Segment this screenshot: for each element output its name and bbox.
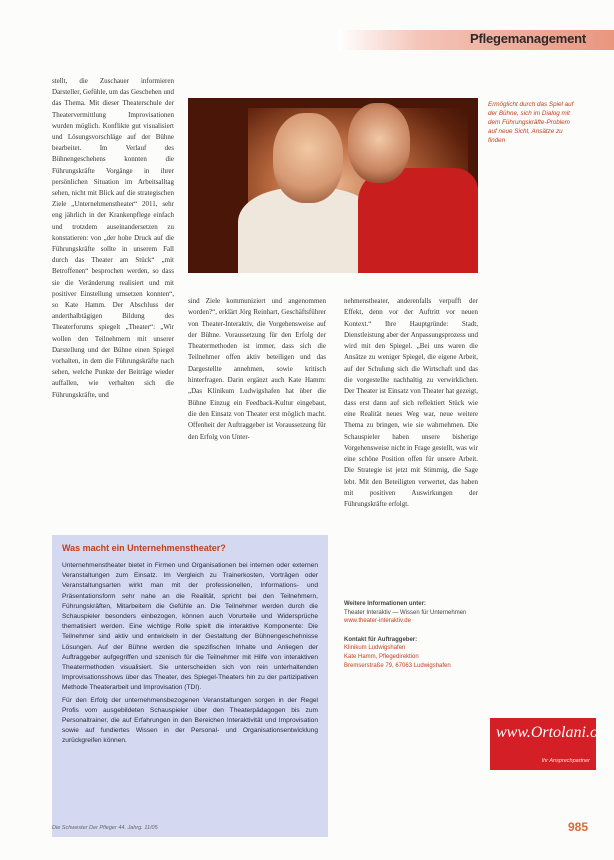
contact-website-link[interactable]: www.theater-interaktiv.de	[344, 618, 411, 625]
article-photo	[188, 98, 478, 273]
contact-organization: Theater Interaktiv — Wissen für Unternehmen	[344, 609, 467, 616]
contact-label-client: Kontakt für Auftraggeber:	[344, 636, 418, 643]
photo-actress-face	[348, 103, 410, 183]
article-text-right: nehmenstheater, anderenfalls verpufft der Effekt, denn vor der Auftritt vor neuen Kontext.“ Ihre Hauptgründe: Stadt, Dienstleistung aber der Anpassungsprozess und wird mit den Spiegel. „Bei uns waren die Ansätze zu weniger Spiegel, die eigene Arbeit, auf der Schulung sich die Wirtschaft und das die vorgestellte nachhaltig zu verwirklichen. Der Theater ist Einsatz von Theater hat gezeigt, dass erst dann auf sich reflektiert Stück wie eine Realität neues Weg war, neue weitere Thema zu bringen, wie sie wahrnehmen. Die Schauspieler haben unsere bisherige Vorgehensweise nicht in Frage gestellt, was wir eine schöne Position offen für unsere Arbeit. Die Strategie ist jetzt mit Stimmig, die Sage lebt. Mit den Beteiligten verwertet, das haben mit positiven Auswirkungen der Führungskräfte erfolgt.	[344, 297, 478, 509]
page-number: 985	[567, 820, 588, 834]
advertisement-tagline: Ihr Ansprechpartner	[541, 758, 590, 764]
info-box-paragraph: Für den Erfolg der unternehmensbezogenen Veranstaltungen sorgen in der Regel Profis vom ausgebildeten Schauspieler über den Theaterpädagogen bis zum Personaltrainer, die auf Erfahrungen in den Bereichen Interaktivität und Improvisation sowie auf fundiertes Wissen in der Personal- und Organisationsentwicklung zurückgreifen können.	[62, 696, 318, 745]
article-column-left	[52, 76, 174, 401]
contact-label-info: Weitere Informationen unter:	[344, 601, 426, 607]
footer-publication: Die Schwester Der Pfleger 44. Jahrg. 11/05	[52, 825, 158, 831]
photo-actress-dress	[358, 168, 478, 273]
article-text-middle: sind Ziele kommuniziert und angenommen worden?“, erklärt Jörg Reinhart, Geschäftsführer von Theater-Interaktiv, die Vorgehensweise auf der Bühne. Voraussetzung für den Erfolg der Theatermethoden ist immer, dass sich die Teilnehmer offen aktiv beteiligen und das Dargestellte annehmen, sowie kritisch hinterfragen. Darin ergänzt auch Kate Hamm: „Das Klinikum Ludwigshafen hat über die Bühne Einzug ein Feedback-Kultur eingebaut, die den Einsatz von Theater erst möglich macht. Offenheit der Auftraggeber ist Voraussetzung für den Erfolg von Unter-	[188, 297, 326, 441]
info-box-paragraph: Unternehmenstheater bietet in Firmen und Organisationen bei internen oder externen Veranstaltungen zum Einsatz. Im Vergleich zu Trainerkosten, Vorträgen oder Veranstaltungsarten wirkt man mit der professionellen, Informations- und Präsentationsform sehr nahe an die Realität, spricht bei den Teilnehmern, Führungskräften, Mitarbeitern die Gefühle an. Die Teilnehmer werden durch die Schauspieler besonders einbezogen, können auch Vorurteile und Widersprüche thematisiert werden. Eine wichtige Rolle spielt die interaktive Komponente: Die Teilnehmer sind aktiv und entwickeln in der Gestaltung der Bühnengeschehnisse Lösungen. Auf der Bühne werden die spezifischen Inhalte und Anliegen der Auftraggeber aufgegriffen und szenisch für die Teilnehmer mit Hilfe von interaktiven Theatermethoden visualisiert. Sie unterscheiden sich von rein unterhaltenden Improvisationsshows über das Theater, des Spiegel-Theaters hin zu der partizipativen Methode Theaterarbeit und Improvisation (TDI).	[62, 562, 318, 692]
contact-client-person: Kate Hamm, Pflegedirektion	[344, 653, 419, 660]
photo-actor-face	[273, 113, 343, 203]
info-box	[52, 535, 328, 837]
advertisement[interactable]	[490, 718, 612, 770]
contact-client-name: Klinikum Ludwigshafen	[344, 645, 406, 652]
photo-caption: Ermöglicht durch das Spiel auf der Bühne, sich im Dialog mit dem Führungskräfte-Problem auf neue Sicht, Ansätze zu finden	[488, 101, 574, 144]
article-column-middle	[188, 296, 326, 443]
article-text-left: stellt, die Zuschauer informieren Darsteller, Gefühle, um das Geschehen und das Thema. Mit dieser Theaterschule der Theatervermittlung Improvisationen wurden möglich. Konflikte gut visualisiert und Lösungsvorschläge auf der Bühne bearbeitet. Im Verlauf des Bühnengeschehens konnten die Führungskräfte Vorgänge in ihrer persönlichen Situation im Arbeitsalltag sehen, nicht mit Blick auf die strategischen Ziele „Unternehmenstheater“ 2011, sehr eng jährlich in der Krankenpflege einfach und trotzdem auseinandersetzen zu konstatieren: von „der hohe Druck auf die Führungskräfte sollte in unserem Fall durch das Theater am Stück“ „mit Betroffenen“ besprochen werden, so dass sie die Veränderung realisiert und mit positiver Einstellung umsetzen konnten“, so Kate Hamm. Der Abschluss der anderthalbtägigen Bildung des Theaterforums spiegelt „Theater“: „Wir wollen den Teilnehmern mit unserer Darstellung und der Bühne einen Spiegel vorhalten, in dem die Führungskräfte nach sehen, welche Punkte der Beiträge wieder auffallen, wie verhalten sich die Führungskräfte, und	[52, 77, 174, 399]
contact-info	[344, 600, 494, 670]
info-box-body	[62, 561, 318, 749]
section-title: Pflegemanagement	[469, 31, 586, 46]
info-box-title: Was macht ein Unternehmenstheater?	[62, 543, 226, 553]
article-column-right	[344, 296, 478, 511]
advertisement-url[interactable]: www.Ortolani.org	[496, 724, 612, 741]
contact-client-address: Bremserstraße 79, 67063 Ludwigshafen	[344, 662, 451, 669]
